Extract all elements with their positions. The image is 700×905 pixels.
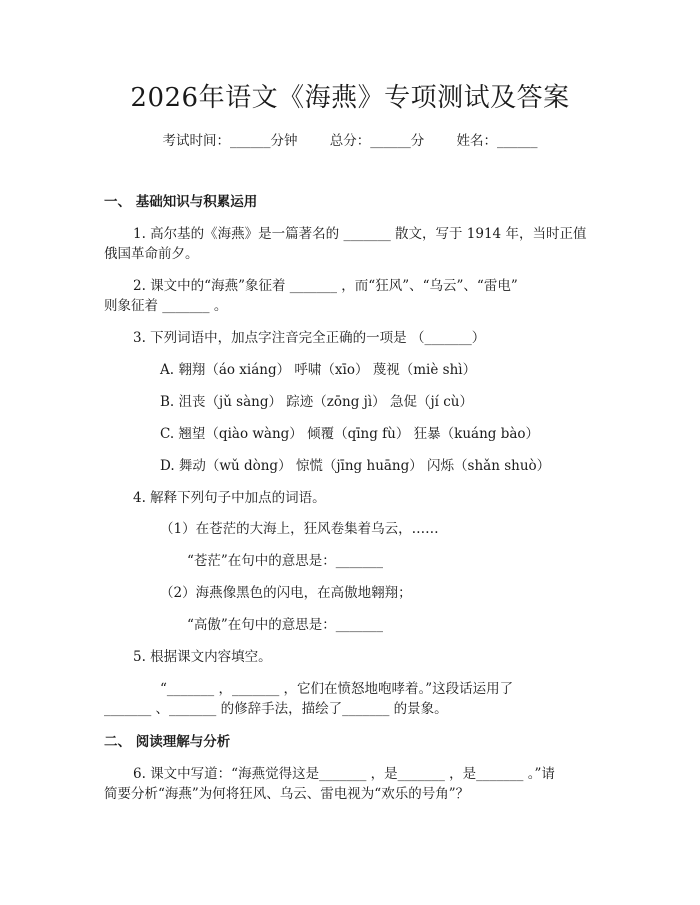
question-2-line-1: 2. 课文中的“海燕”象征着 _______ ，而“狂风”、“乌云”、“雷电” [133,278,518,294]
question-5-stem: 5. 根据课文内容填空。 [133,649,272,665]
question-4-answer-2: “高傲”在句中的意思是：_______ [187,617,384,633]
question-6-line-1: 6. 课文中写道：“海燕觉得这是_______ ，是_______ ，是_______ 。”请 [133,766,555,782]
total-score: 总分：______分 [329,133,425,149]
question-5-line-2: _______ 、_______ 的修辞手法，描绘了_______ 的景象。 [104,701,448,717]
question-6-line-2: 简要分析“海燕”为何将狂风、乌云、雷电视为“欢乐的号角”？ [104,786,470,802]
exam-meta [0,131,700,151]
question-4-answer-1: “苍茫”在句中的意思是：_______ [187,553,384,569]
question-3-option-b: B. 沮丧（jǔ sàng） 踪迹（zōng jì） 急促（jí cù） [160,394,473,410]
question-4-stem: 4. 解释下列句子中加点的词语。 [133,490,326,506]
question-3-stem: 3. 下列词语中，加点字注音完全正确的一项是 （_______） [133,330,486,346]
question-4-sub-1: （1）在苍茫的大海上，狂风卷集着乌云，…… [160,521,439,537]
section-heading-2: 二、 阅读理解与分析 [104,734,231,750]
question-3-option-c: C. 翘望（qiào wàng） 倾覆（qīng fù） 狂暴（kuáng bào） [160,426,540,442]
question-2-line-2: 则象征着 _______ 。 [104,298,228,314]
question-4-sub-2: （2）海燕像黑色的闪电，在高傲地翱翔； [160,585,412,601]
question-3-option-d: D. 舞动（wǔ dòng） 惊慌（jīng huāng） 闪烁（shǎn shuò） [160,458,551,474]
exam-time: 考试时间：______分钟 [162,133,298,149]
section-heading-1: 一、 基础知识与积累运用 [104,194,258,210]
question-5-line-1: “_______ ，_______ ，它们在愤怒地咆哮着。”这段话运用了 [160,681,514,697]
question-1-line-2: 俄国革命前夕。 [104,246,199,262]
question-3-option-a: A. 翱翔（áo xiáng） 呼啸（xīo） 蔑视（miè shì） [160,362,477,378]
question-1-line-1: 1. 高尔基的《海燕》是一篇著名的 _______ 散文，写于 1914 年，当时正值 [133,226,587,242]
page-title: 2026年语文《海燕》专项测试及答案 [130,83,570,113]
student-name: 姓名：______ [456,133,538,149]
